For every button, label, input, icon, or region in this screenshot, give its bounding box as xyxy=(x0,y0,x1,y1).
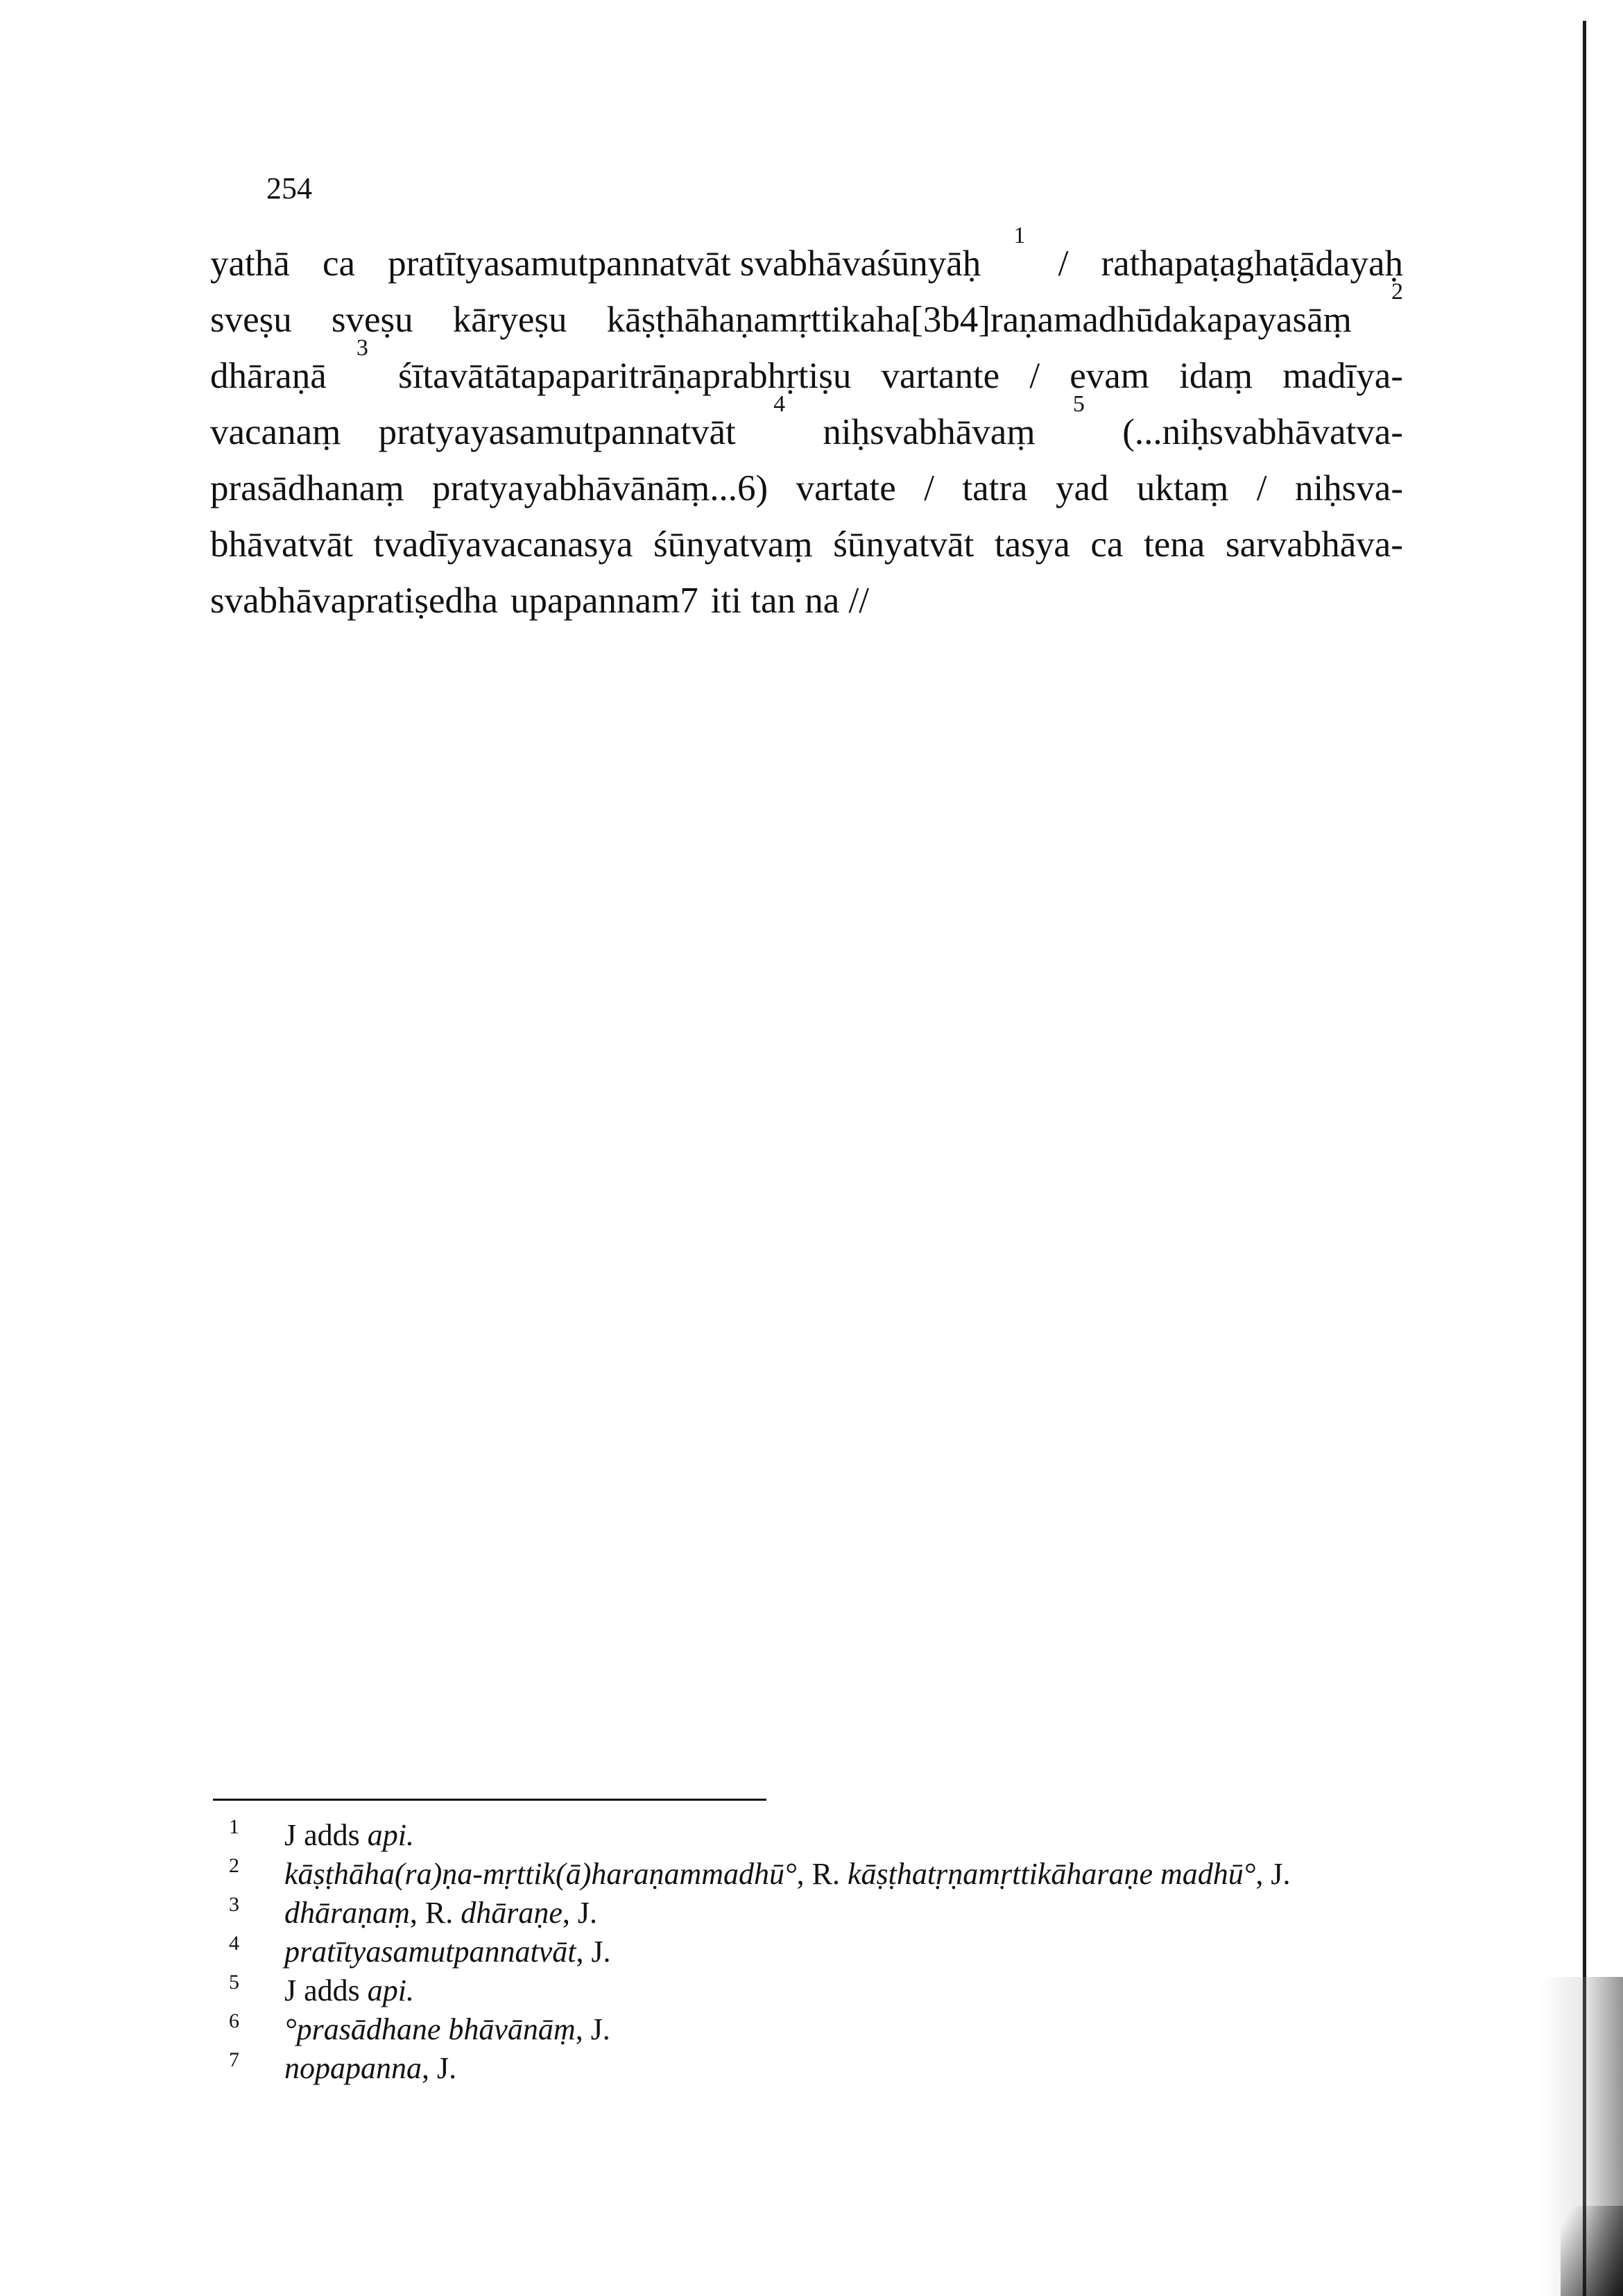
footnote-text-part: , J. xyxy=(422,2051,457,2085)
page-number: 254 xyxy=(266,171,312,205)
text-segment: uktaṃ xyxy=(1136,468,1229,508)
text-segment: pratyayabhāvānāṃ...6) xyxy=(432,468,768,508)
text-segment: śūnyatvāt xyxy=(833,524,974,565)
footnote xyxy=(229,2049,1290,2088)
text-segment: svabhāvapratiṣedha xyxy=(210,581,498,621)
footnote-text xyxy=(284,1894,597,1933)
footnote-marker: 5 xyxy=(1072,391,1085,417)
footnote-text-part: kāṣṭhāha(ra)ṇa-mṛttik(ā)haraṇammadhū° xyxy=(284,1857,797,1891)
text-segment: / xyxy=(1029,356,1040,396)
footnote-text xyxy=(284,1816,414,1855)
main-text xyxy=(210,223,1403,629)
footnote-text-part: pratītyasamutpannatvāt xyxy=(284,1935,576,1969)
text-segment: bhāvatvāt xyxy=(210,524,354,565)
text-segment: sarvabhāva- xyxy=(1225,524,1403,565)
text-segment: tatra xyxy=(962,468,1028,508)
footnote-text-part: J adds xyxy=(284,1818,368,1852)
text-segment: tasya xyxy=(994,524,1070,565)
footnote-text xyxy=(284,1971,414,2010)
footnote xyxy=(229,2010,1290,2049)
footnote-text-part: dhāraṇe xyxy=(461,1896,563,1930)
text-segment: evam xyxy=(1070,356,1149,396)
text-segment: / xyxy=(1058,243,1069,284)
scan-shadow-corner xyxy=(1561,2206,1623,2296)
text-segment: śītavātātapaparitrāṇaprabhṛtiṣu xyxy=(398,356,852,396)
footnote-number: 1 xyxy=(229,1815,239,1838)
text-segment: iti tan na // xyxy=(710,581,869,621)
footnote-text-part: dhāraṇaṃ xyxy=(284,1896,410,1930)
footnote-number: 5 xyxy=(229,1971,239,1994)
footnote-text-part: , R. xyxy=(796,1857,848,1891)
footnote-text-part: J adds xyxy=(284,1973,368,2007)
text-segment: niḥsva- xyxy=(1294,468,1403,508)
text-line xyxy=(210,461,1403,517)
text-segment: (...niḥsvabhāvatva- xyxy=(1122,412,1403,452)
footnote-text-part: api. xyxy=(367,1818,415,1852)
footnote-text-part: , J. xyxy=(562,1896,598,1930)
text-segment: tvadīyavacanasya xyxy=(373,524,633,565)
footnote-text-part: , J. xyxy=(575,2012,610,2046)
text-segment: vacanaṃ xyxy=(210,412,341,452)
text-segment: tena xyxy=(1144,524,1205,565)
text-line xyxy=(210,335,1403,404)
footnote-text xyxy=(284,2010,610,2049)
text-segment: pratītyasamutpannatvāt svabhāvaśūnyāḥ xyxy=(388,243,981,284)
text-segment: kāryeṣu xyxy=(452,300,567,340)
footnote-number: 3 xyxy=(229,1893,239,1916)
footnote-number: 7 xyxy=(229,2048,239,2071)
footnotes xyxy=(229,1816,1290,2088)
text-segment: śūnyatvaṃ xyxy=(653,524,813,565)
text-segment: yad xyxy=(1055,468,1109,508)
footnote xyxy=(229,1855,1290,1894)
footnote-text xyxy=(284,2049,456,2088)
footnote-number: 4 xyxy=(229,1932,239,1955)
text-segment: upapannam7 xyxy=(510,581,698,621)
text-segment: vartante xyxy=(881,356,1000,396)
text-line xyxy=(210,573,1403,629)
text-segment: dhāraṇā xyxy=(210,356,327,396)
footnote-number: 6 xyxy=(229,2010,239,2032)
footnote-marker: 1 xyxy=(1013,223,1026,248)
footnote-marker: 3 xyxy=(356,335,368,361)
footnote-text xyxy=(284,1933,611,1971)
text-line xyxy=(210,391,1403,461)
text-segment: niḥsvabhāvaṃ xyxy=(823,412,1036,452)
footnote-separator xyxy=(213,1799,766,1801)
text-segment: sveṣu xyxy=(210,300,292,340)
text-line xyxy=(210,279,1403,348)
footnote-text-part: , J. xyxy=(1255,1857,1291,1891)
text-segment: / xyxy=(1256,468,1267,508)
footnote xyxy=(229,1971,1290,2010)
text-segment: kāṣṭhāhaṇamṛttikaha[3b4]raṇamadhūdakapayasāṃ xyxy=(606,300,1352,340)
footnote-text-part: api. xyxy=(367,1973,415,2007)
text-segment: idaṃ xyxy=(1179,356,1253,396)
footnote-marker: 2 xyxy=(1391,279,1403,305)
text-segment: vartate xyxy=(796,468,896,508)
text-segment: ca xyxy=(1090,524,1124,565)
text-segment: yathā xyxy=(210,243,290,284)
footnote-marker: 4 xyxy=(773,391,786,417)
text-segment: prasādhanaṃ xyxy=(210,468,404,508)
footnote-text-part: °prasādhane bhāvānāṃ xyxy=(284,2012,576,2046)
text-segment: sveṣu xyxy=(331,300,413,340)
text-segment: madīya- xyxy=(1282,356,1403,396)
footnote-text-part: , R. xyxy=(409,1896,461,1930)
footnote-text xyxy=(284,1855,1290,1894)
text-line xyxy=(210,223,1403,292)
text-segment: pratyayasamutpannatvāt xyxy=(378,412,736,452)
footnote-text-part: , J. xyxy=(576,1935,611,1969)
text-segment: / xyxy=(924,468,934,508)
footnote xyxy=(229,1933,1290,1971)
footnote-text-part: nopapanna xyxy=(284,2051,422,2085)
text-segment: rathapaṭaghaṭādayaḥ xyxy=(1101,243,1403,284)
footnote-number: 2 xyxy=(229,1854,239,1877)
page-edge-rule xyxy=(1583,21,1586,2296)
text-segment: ca xyxy=(322,243,355,284)
footnote-text-part: kāṣṭhatṛṇamṛttikāharaṇe madhū° xyxy=(848,1857,1256,1891)
text-line xyxy=(210,517,1403,573)
footnote xyxy=(229,1816,1290,1855)
footnote xyxy=(229,1894,1290,1933)
